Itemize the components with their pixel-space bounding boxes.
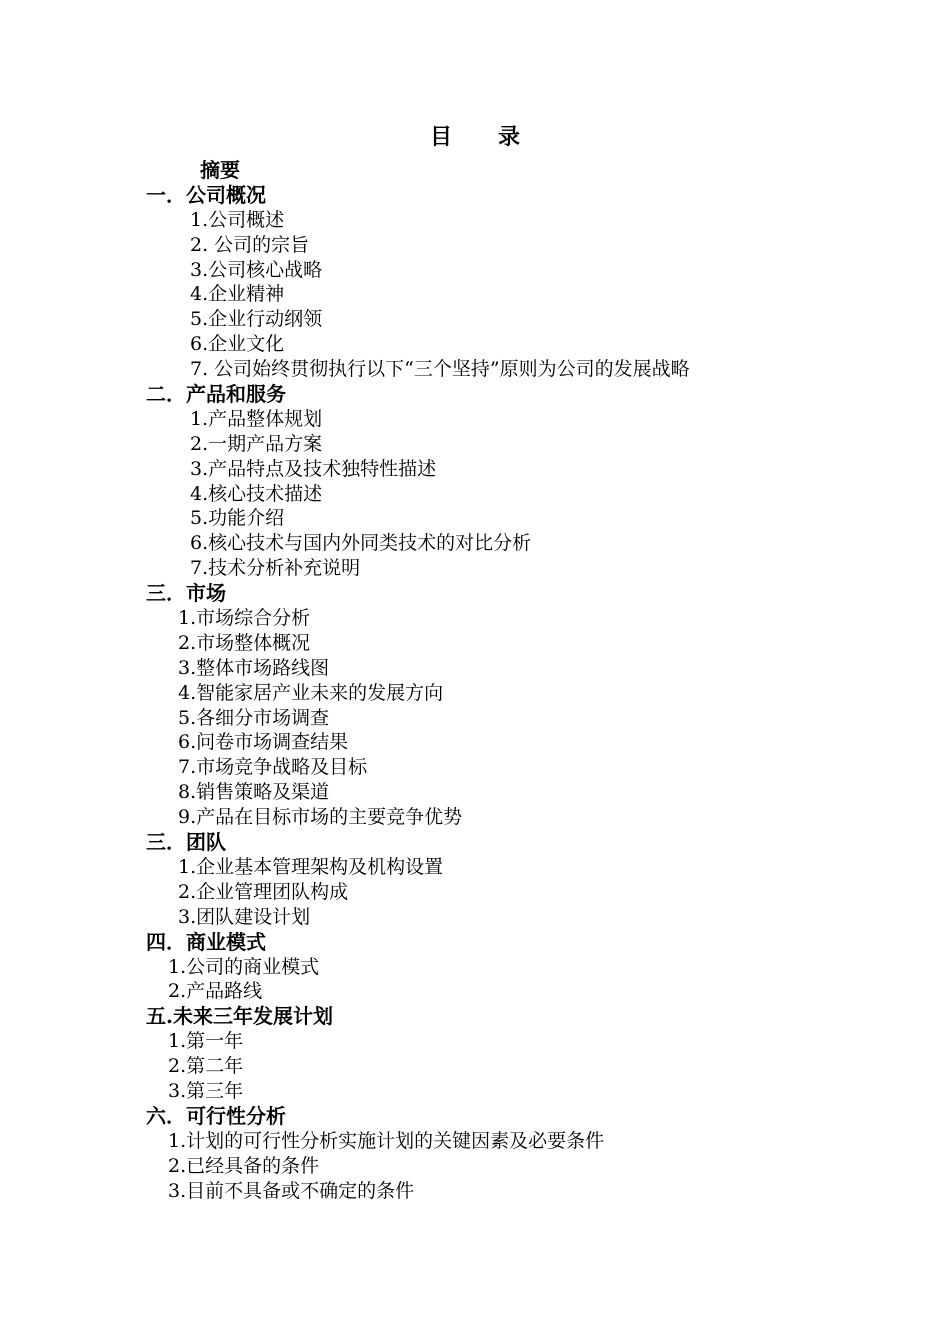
toc-item[interactable]: 3.第三年 <box>168 1079 244 1102</box>
toc-item[interactable]: 2.企业管理团队构成 <box>178 880 349 903</box>
toc-section-heading[interactable]: 三．市场 <box>146 581 226 606</box>
toc-item[interactable]: 7.市场竞争战略及目标 <box>178 756 368 779</box>
toc-item[interactable]: 2. 公司的宗旨 <box>190 233 310 256</box>
toc-section-heading[interactable]: 五.未来三年发展计划 <box>146 1004 333 1029</box>
toc-item[interactable]: 2.已经具备的条件 <box>168 1154 320 1177</box>
toc-section-heading[interactable]: 四．商业模式 <box>146 929 266 954</box>
toc-item[interactable]: 4.企业精神 <box>190 283 285 306</box>
toc-item[interactable]: 6.问卷市场调查结果 <box>178 731 349 754</box>
page-title-right: 录 <box>498 124 521 150</box>
toc-item[interactable]: 3.团队建设计划 <box>178 905 311 928</box>
toc-item[interactable]: 3.整体市场路线图 <box>178 656 330 679</box>
toc-item[interactable]: 9.产品在目标市场的主要竞争优势 <box>178 806 463 829</box>
toc-item[interactable]: 3.目前不具备或不确定的条件 <box>168 1179 415 1202</box>
toc-item[interactable]: 2.市场整体概况 <box>178 631 311 654</box>
toc-item[interactable]: 1.公司概述 <box>190 208 285 231</box>
toc-section-heading[interactable]: 一．公司概况 <box>146 182 266 207</box>
toc-section-heading[interactable]: 三．团队 <box>146 830 226 855</box>
toc-item[interactable]: 4.智能家居产业未来的发展方向 <box>178 681 444 704</box>
toc-item[interactable]: 5.企业行动纲领 <box>190 308 323 331</box>
toc-item[interactable]: 4.核心技术描述 <box>190 482 323 505</box>
toc-item[interactable]: 1.计划的可行性分析实施计划的关键因素及必要条件 <box>168 1129 605 1152</box>
toc-section-heading[interactable]: 二．产品和服务 <box>146 382 286 407</box>
toc-item[interactable]: 3.产品特点及技术独特性描述 <box>190 457 437 480</box>
toc-item[interactable]: 6.核心技术与国内外同类技术的对比分析 <box>190 532 532 555</box>
table-of-contents <box>0 158 950 1203</box>
toc-abstract[interactable]: 摘要 <box>200 158 240 182</box>
page-title <box>0 122 950 152</box>
toc-item[interactable]: 1.第一年 <box>168 1030 244 1053</box>
toc-item[interactable]: 1.公司的商业模式 <box>168 955 320 978</box>
toc-item[interactable]: 1.市场综合分析 <box>178 607 311 630</box>
toc-item[interactable]: 6.企业文化 <box>190 333 285 356</box>
toc-item[interactable]: 2.产品路线 <box>168 980 263 1003</box>
toc-item[interactable]: 1.企业基本管理架构及机构设置 <box>178 855 444 878</box>
toc-item[interactable]: 7. 公司始终贯彻执行以下“三个坚持”原则为公司的发展战略 <box>190 358 690 381</box>
toc-item[interactable]: 7.技术分析补充说明 <box>190 557 361 580</box>
toc-item[interactable]: 3.公司核心战略 <box>190 258 323 281</box>
page-title-left: 目 <box>429 124 452 150</box>
toc-section-heading[interactable]: 六．可行性分析 <box>146 1103 286 1128</box>
toc-item[interactable]: 1.产品整体规划 <box>190 407 323 430</box>
toc-item[interactable]: 8.销售策略及渠道 <box>178 781 330 804</box>
toc-item[interactable]: 5.功能介绍 <box>190 507 285 530</box>
toc-item[interactable]: 5.各细分市场调查 <box>178 706 330 729</box>
toc-item[interactable]: 2.一期产品方案 <box>190 432 323 455</box>
toc-item[interactable]: 2.第二年 <box>168 1055 244 1078</box>
